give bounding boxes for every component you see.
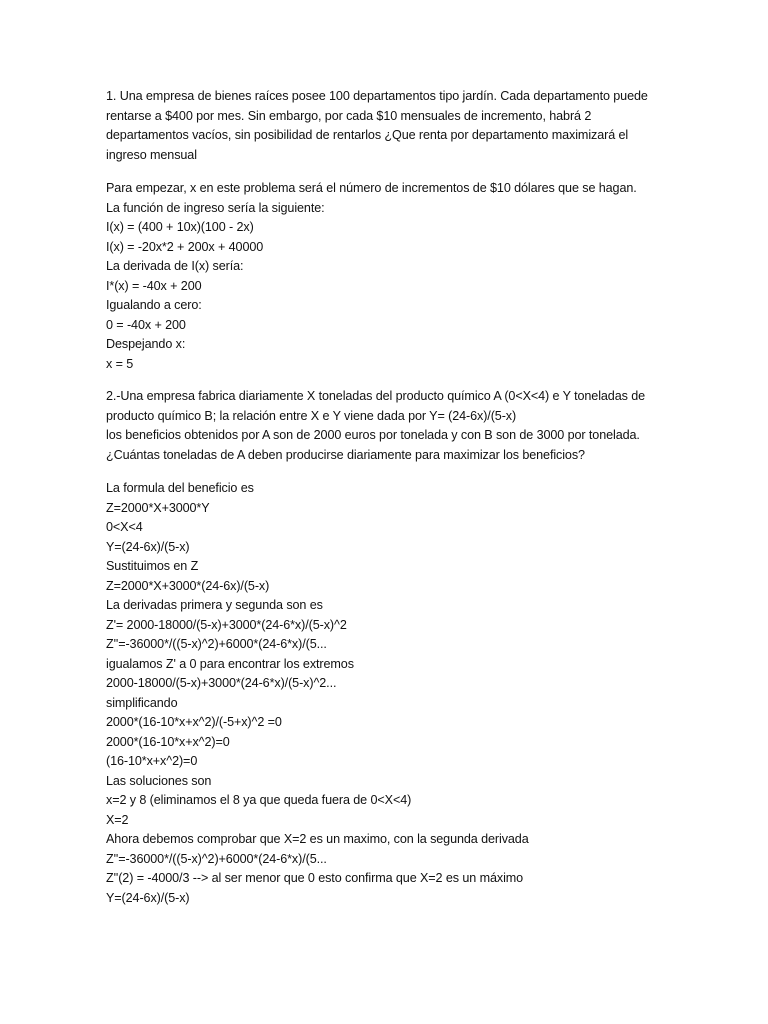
text-line: x=2 y 8 (eliminamos el 8 ya que queda fuera de 0<X<4) [106,793,412,807]
text-line: Ahora debemos comprobar que X=2 es un maximo, con la segunda derivada [106,832,529,846]
text-line: X=2 [106,812,129,827]
text-line: Z''=-36000*/((5-x)^2)+6000*(24-6*x)/(5... [106,851,327,866]
text-line: La derivadas primera y segunda son es [106,598,323,612]
text-line: Z'= 2000-18000/(5-x)+3000*(24-6*x)/(5-x)^2 [106,617,347,632]
text-line: 2000*(16-10*x+x^2)/(-5+x)^2 =0 [106,715,282,729]
text-line: Z=2000*X+3000*Y [106,500,210,515]
text-line: Igualando a cero: [106,298,202,312]
text-line: Las soluciones son [106,773,212,788]
problem2-statement [106,387,666,465]
text-line: 2.-Una empresa fabrica diariamente X toneladas del producto químico A (0<X<4) e Y toneladas de [106,389,646,403]
text-line: departamentos vacíos, sin posibilidad de rentarlos ¿Que renta por departamento maximizará el [106,128,629,142]
text-line: igualamos Z' a 0 para encontrar los extremos [106,656,354,671]
text-line: I(x) = (400 + 10x)(100 - 2x) [106,220,254,234]
text-line: ingreso mensual [106,147,197,162]
text-line: simplificando [106,695,178,710]
text-line: Z''=-36000*/((5-x)^2)+6000*(24-6*x)/(5... [106,637,327,651]
text-line: La función de ingreso sería la siguiente: [106,200,325,215]
problem2-solution [106,479,666,908]
text-line: 1. Una empresa de bienes raíces posee 100 departamentos tipo jardín. Cada departamento puede [106,89,648,103]
text-line: producto químico B; la relación entre X e Y viene dada por Y= (24-6x)/(5-x) [106,408,517,423]
text-line: Y=(24-6x)/(5-x) [106,890,190,905]
text-line: 0 = -40x + 200 [106,317,186,332]
text-line: ¿Cuántas toneladas de A deben producirse diariamente para maximizar los beneficios? [106,447,585,462]
text-line: Y=(24-6x)/(5-x) [106,539,190,554]
text-line: x = 5 [106,356,134,371]
text-line: I(x) = -20x*2 + 200x + 40000 [106,239,264,254]
text-line: Z''(2) = -4000/3 --> al ser menor que 0 esto confirma que X=2 es un máximo [106,871,524,885]
problem1-solution [106,179,666,374]
text-line: Para empezar, x en este problema será el número de incrementos de $10 dólares que se hagan. [106,181,637,195]
problem1-statement [106,87,666,165]
text-line: 2000-18000/(5-x)+3000*(24-6*x)/(5-x)^2... [106,676,337,690]
text-line: 0<X<4 [106,520,143,534]
text-line: rentarse a $400 por mes. Sin embargo, por cada $10 mensuales de incremento, habrá 2 [106,108,592,123]
text-line: 2000*(16-10*x+x^2)=0 [106,734,230,749]
text-line: La formula del beneficio es [106,481,254,495]
document-page [106,87,666,908]
text-line: I*(x) = -40x + 200 [106,278,202,293]
text-line: Sustituimos en Z [106,559,199,573]
text-line: (16-10*x+x^2)=0 [106,754,198,768]
text-line: Despejando x: [106,337,186,351]
text-line: La derivada de I(x) sería: [106,259,244,273]
text-line: los beneficios obtenidos por A son de 2000 euros por tonelada y con B son de 3000 por tonelada. [106,428,640,442]
text-line: Z=2000*X+3000*(24-6x)/(5-x) [106,578,270,593]
